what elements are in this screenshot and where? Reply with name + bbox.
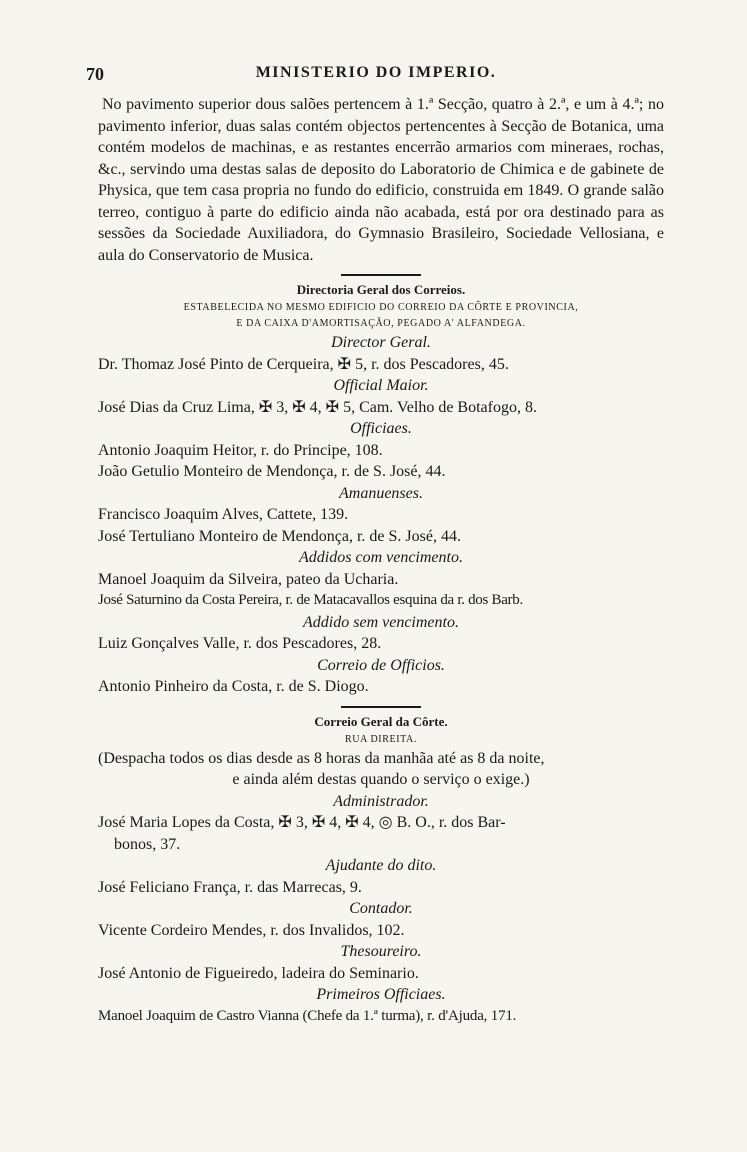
- section-correios: [98, 280, 664, 698]
- hours-note: (Despacha todos os dias desde as 8 horas da manhãa até as 8 da noite,: [98, 749, 545, 767]
- staff-entry: José Maria Lopes da Costa, ✠ 3, ✠ 4, ✠ 4, ◎ B. O., r. dos Bar-: [98, 814, 506, 831]
- staff-entry: José Saturnino da Costa Pereira, r. de Matacavallos esquina da r. dos Barb.: [98, 592, 523, 608]
- staff-entry: José Dias da Cruz Lima, ✠ 3, ✠ 4, ✠ 5, Cam. Velho de Botafogo, 8.: [98, 398, 537, 416]
- section-title: Directoria Geral dos Correios.: [296, 282, 466, 297]
- staff-entry: José Feliciano França, r. das Marrecas, 9.: [98, 878, 362, 896]
- staff-entry: José Antonio de Figueiredo, ladeira do Seminario.: [98, 964, 419, 982]
- section-subtitle: E DA CAIXA D'AMORTISAÇÃO, PEGADO A' ALFANDEGA.: [236, 318, 526, 329]
- section-street: RUA DIREITA.: [345, 733, 417, 745]
- role-heading: Thesoureiro.: [340, 943, 422, 960]
- staff-entry: Luiz Gonçalves Valle, r. dos Pescadores, 28.: [98, 635, 382, 652]
- staff-entry: Manoel Joaquim da Silveira, pateo da Ucharia.: [98, 570, 399, 588]
- role-heading: Officiaes.: [350, 420, 412, 437]
- staff-entry: Manoel Joaquim de Castro Vianna (Chefe da 1.ª turma), r. d'Ajuda, 171.: [98, 1007, 517, 1024]
- staff-entry: Antonio Joaquim Heitor, r. do Principe, 108.: [98, 441, 383, 459]
- page-number: 70: [86, 64, 104, 84]
- section-subtitle: ESTABELECIDA NO MESMO EDIFICIO DO CORREIO DA CÔRTE E PROVINCIA,: [183, 302, 579, 313]
- staff-entry: Dr. Thomaz José Pinto de Cerqueira, ✠ 5, r. dos Pescadores, 45.: [98, 355, 509, 373]
- role-heading: Addidos com vencimento.: [299, 549, 463, 566]
- page-header: [86, 64, 666, 86]
- page-content: [98, 94, 664, 1027]
- hours-note: e ainda além destas quando o serviço o exige.): [232, 771, 530, 788]
- staff-entry: João Getulio Monteiro de Mendonça, r. de S. José, 44.: [98, 463, 446, 480]
- role-heading: Correio de Officios.: [317, 656, 445, 674]
- staff-entry: Francisco Joaquim Alves, Cattete, 139.: [98, 506, 349, 523]
- section-title: Correio Geral da Côrte.: [314, 713, 448, 729]
- staff-entry: José Tertuliano Monteiro de Mendonça, r. de S. José, 44.: [98, 527, 461, 545]
- role-heading: Administrador.: [333, 792, 429, 810]
- role-heading: Ajudante do dito.: [325, 857, 437, 874]
- staff-entry: Antonio Pinheiro da Costa, r. de S. Diogo.: [98, 678, 369, 695]
- role-heading: Amanuenses.: [339, 484, 423, 502]
- running-title: MINISTERIO DO IMPERIO.: [255, 64, 497, 81]
- staff-entry-continuation: bonos, 37.: [114, 835, 181, 853]
- staff-entry: Vicente Cordeiro Mendes, r. dos Invalidos, 102.: [98, 921, 405, 939]
- role-heading: Primeiros Officiaes.: [316, 986, 446, 1003]
- role-heading: Addido sem vencimento.: [303, 613, 459, 631]
- role-heading: Official Maior.: [333, 377, 429, 394]
- section-correio-corte: [98, 712, 664, 1028]
- role-heading: Director Geral.: [331, 334, 431, 351]
- role-heading: Contador.: [349, 900, 413, 917]
- intro-paragraph: No pavimento superior dous salões pertencem à 1.ª Secção, quatro à 2.ª, e um à 4.ª; no pavimento inferior, duas salas contém objectos pertencentes à Secção de Botanica, uma contém modelos de machinas, e as restantes encerrão armarios com mineraes, rochas, &c., servindo uma destas salas de deposito do Laboratorio de Chimica e de gabinete de Physica, que tem casa propria no fundo do edificio, construida em 1849. O grande salão terreo, contiguo à parte do edificio ainda não acabada, está por ora destinado para as sessões da Sociedade Auxiliadora, do Gymnasio Brasileiro, Sociedade Vellosiana, e aula do Conservatorio de Musica.: [98, 96, 664, 264]
